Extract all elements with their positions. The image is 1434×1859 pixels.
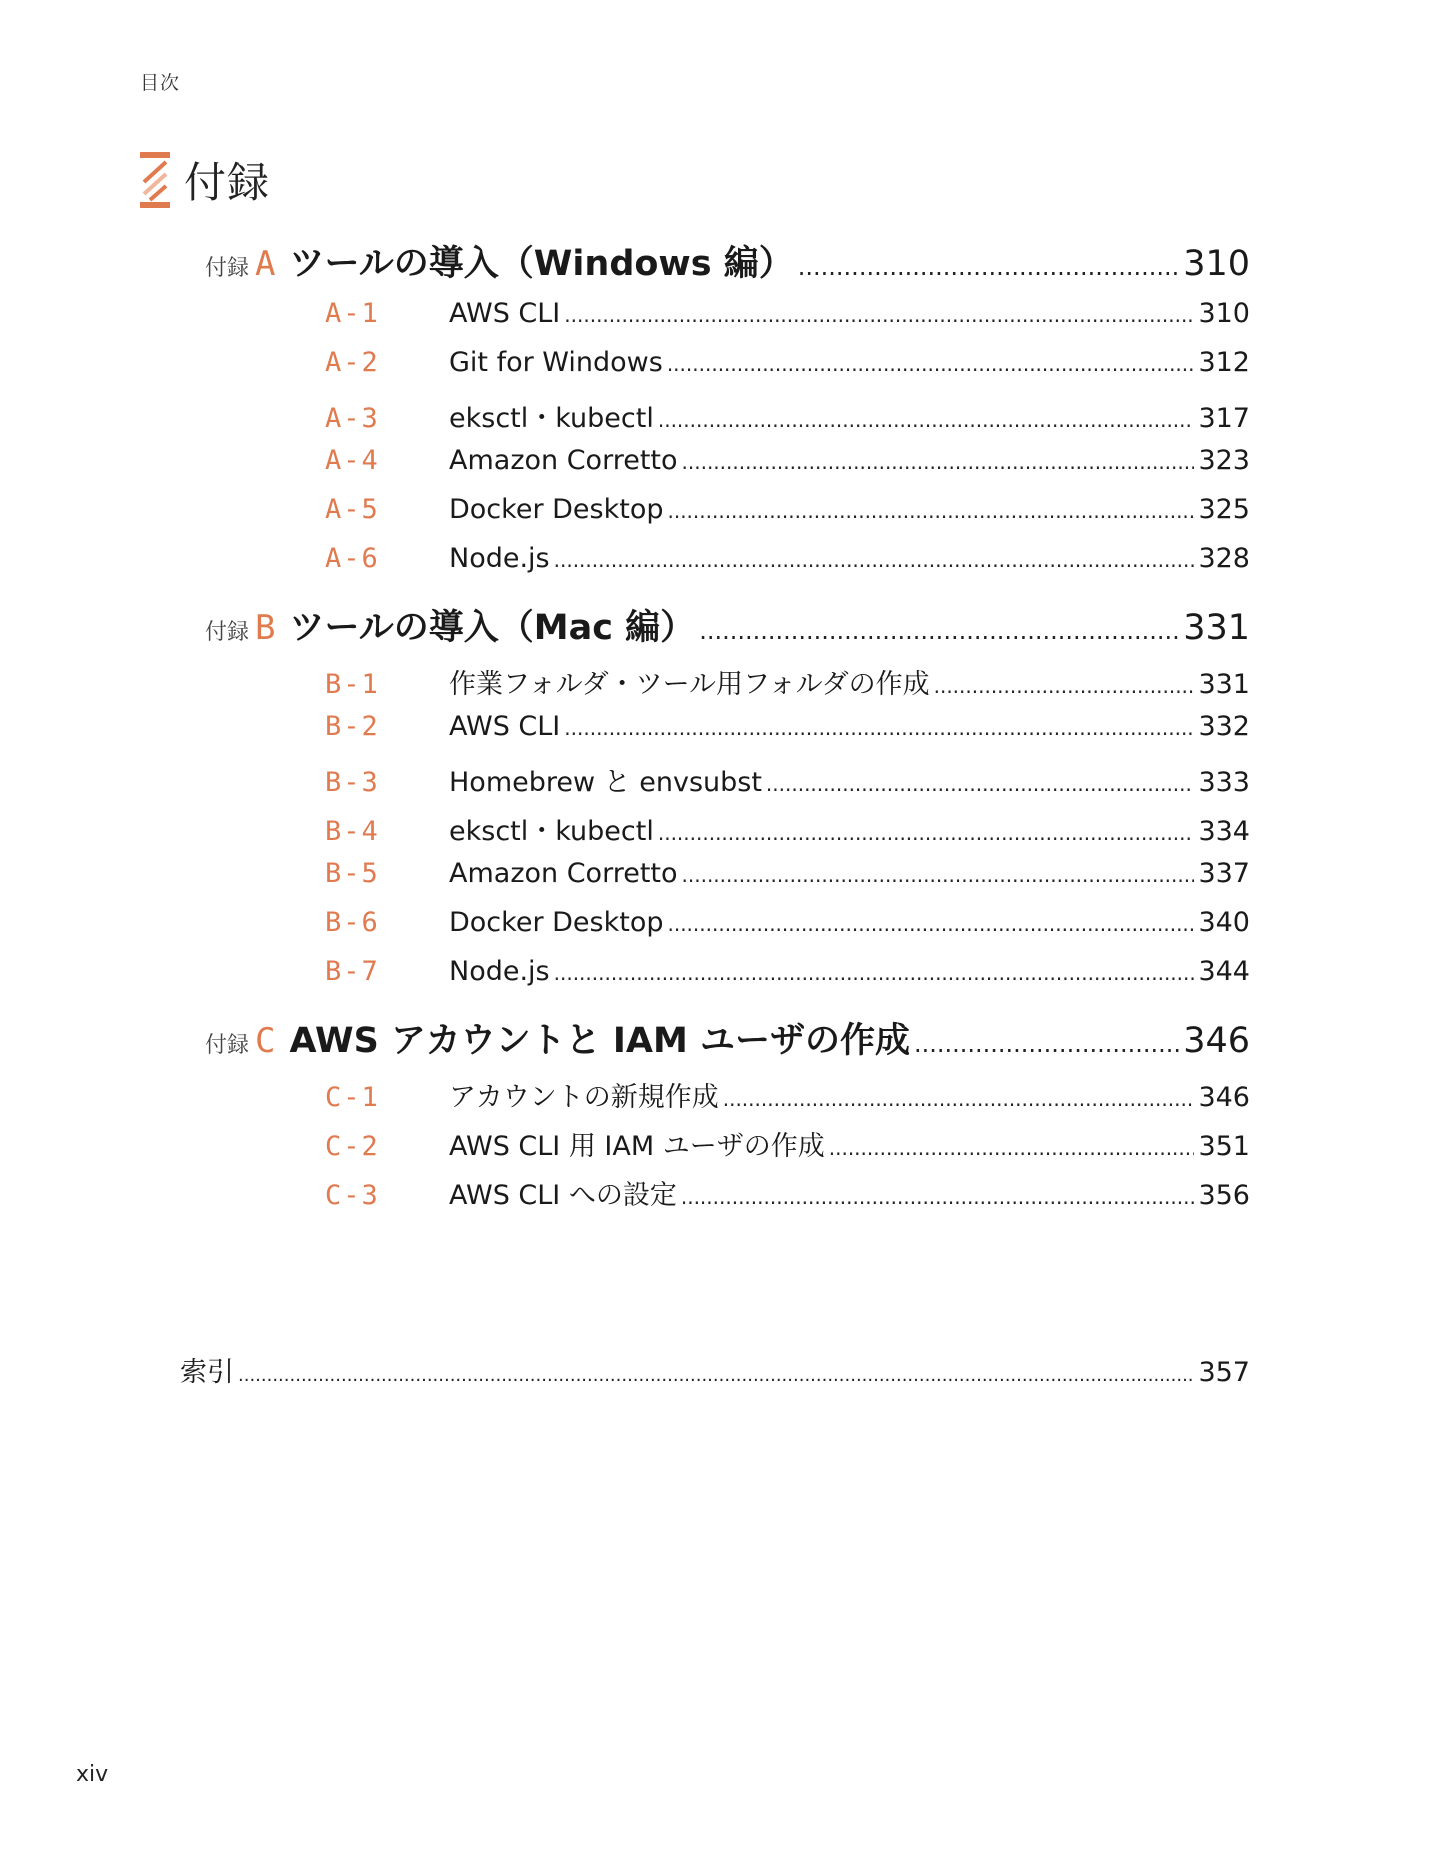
toc-item[interactable] — [325, 543, 1250, 574]
item-number: C-1 — [325, 1082, 380, 1113]
section-mark-icon — [140, 152, 170, 208]
appendix-letter: C — [255, 1021, 276, 1061]
item-title: AWS CLI 用 IAM ユーザの作成 — [449, 1131, 825, 1162]
dot-leader — [564, 303, 1194, 327]
toc-item[interactable] — [325, 907, 1250, 938]
item-title: Node.js — [449, 543, 550, 574]
dot-leader — [564, 716, 1194, 740]
page-ref: 340 — [1198, 907, 1250, 938]
dot-leader — [658, 408, 1195, 432]
item-title: eksctl・kubectl — [449, 403, 654, 434]
dot-leader — [554, 961, 1195, 985]
dot-leader — [914, 1030, 1179, 1058]
toc-index-entry[interactable] — [180, 1350, 1250, 1389]
toc-item[interactable] — [325, 1075, 1250, 1114]
page-ref: 310 — [1183, 244, 1250, 284]
item-number: B-3 — [325, 767, 380, 798]
item-number: B-6 — [325, 907, 380, 938]
dot-leader — [829, 1136, 1195, 1160]
toc-item[interactable] — [325, 858, 1250, 889]
page-ref: 323 — [1198, 445, 1250, 476]
item-title: Git for Windows — [449, 347, 663, 378]
page-ref: 317 — [1198, 403, 1250, 434]
page-ref: 346 — [1198, 1082, 1250, 1113]
toc-item[interactable] — [325, 760, 1250, 799]
item-title: eksctl・kubectl — [449, 816, 654, 847]
item-title: Docker Desktop — [449, 494, 664, 525]
page-ref: 312 — [1198, 347, 1250, 378]
dot-leader — [682, 863, 1195, 887]
dot-leader — [682, 450, 1195, 474]
page-ref: 351 — [1198, 1131, 1250, 1162]
dot-leader — [667, 352, 1195, 376]
dot-leader — [699, 617, 1179, 645]
toc-item[interactable] — [325, 1124, 1250, 1163]
appendix-prefix: 付録 — [205, 620, 250, 645]
toc-item[interactable] — [325, 956, 1250, 987]
item-number: B-1 — [325, 669, 380, 700]
item-number: B-7 — [325, 956, 380, 987]
page-ref: 334 — [1198, 816, 1250, 847]
dot-leader — [681, 1185, 1195, 1209]
item-title: AWS CLI — [449, 298, 561, 329]
dot-leader — [934, 674, 1195, 698]
item-number: A-6 — [325, 543, 380, 574]
item-number: B-4 — [325, 816, 380, 847]
dot-leader — [798, 253, 1179, 281]
toc-appendix-c[interactable] — [205, 1013, 1250, 1063]
toc-item[interactable] — [325, 1173, 1250, 1212]
toc-appendix-b[interactable] — [205, 600, 1250, 650]
item-number: A-1 — [325, 298, 380, 329]
item-number: B-2 — [325, 711, 380, 742]
toc-item[interactable] — [325, 445, 1250, 476]
page-ref: 328 — [1198, 543, 1250, 574]
item-title: AWS CLI — [449, 711, 561, 742]
page-ref: 333 — [1198, 767, 1250, 798]
toc-appendix-a[interactable] — [205, 236, 1250, 286]
toc-item[interactable] — [325, 711, 1250, 742]
page-ref: 356 — [1198, 1180, 1250, 1211]
page-ref: 346 — [1183, 1021, 1250, 1061]
index-title: 索引 — [180, 1357, 234, 1388]
section-heading — [140, 150, 270, 210]
running-header: 目次 — [140, 72, 181, 94]
item-title: Docker Desktop — [449, 907, 664, 938]
item-title: アカウントの新規作成 — [449, 1082, 719, 1113]
item-number: A-4 — [325, 445, 380, 476]
appendix-letter: B — [255, 608, 276, 648]
appendix-title: ツールの導入（Mac 編） — [289, 608, 696, 648]
appendix-title: AWS アカウントと IAM ユーザの作成 — [289, 1021, 910, 1061]
item-number: C-3 — [325, 1180, 380, 1211]
toc-item[interactable] — [325, 396, 1250, 435]
section-title: 付録 — [184, 158, 271, 207]
page-number: xiv — [76, 1762, 109, 1787]
item-title: Amazon Corretto — [449, 858, 678, 889]
dot-leader — [658, 821, 1195, 845]
appendix-prefix: 付録 — [205, 256, 250, 281]
toc-item[interactable] — [325, 494, 1250, 525]
page-ref: 344 — [1198, 956, 1250, 987]
appendix-letter: A — [255, 244, 276, 284]
item-title: AWS CLI への設定 — [449, 1180, 677, 1211]
item-title: 作業フォルダ・ツール用フォルダの作成 — [449, 669, 930, 700]
toc-item[interactable] — [325, 662, 1250, 701]
page-ref: 337 — [1198, 858, 1250, 889]
page-ref: 332 — [1198, 711, 1250, 742]
appendix-prefix: 付録 — [205, 1033, 250, 1058]
dot-leader — [723, 1087, 1195, 1111]
toc-item[interactable] — [325, 347, 1250, 378]
item-number: A-3 — [325, 403, 380, 434]
item-title: Homebrew と envsubst — [449, 767, 762, 798]
dot-leader — [238, 1365, 1194, 1386]
toc-item[interactable] — [325, 298, 1250, 329]
page-ref: 310 — [1198, 298, 1250, 329]
item-title: Amazon Corretto — [449, 445, 678, 476]
item-number: A-2 — [325, 347, 380, 378]
dot-leader — [766, 772, 1195, 796]
item-number: B-5 — [325, 858, 380, 889]
item-number: A-5 — [325, 494, 380, 525]
page-ref: 331 — [1198, 669, 1250, 700]
page-ref: 357 — [1198, 1357, 1250, 1388]
item-number: C-2 — [325, 1131, 380, 1162]
page-ref: 325 — [1198, 494, 1250, 525]
page-ref: 331 — [1183, 608, 1250, 648]
item-title: Node.js — [449, 956, 550, 987]
dot-leader — [554, 548, 1195, 572]
toc-item[interactable] — [325, 809, 1250, 848]
appendix-title: ツールの導入（Windows 編） — [289, 244, 794, 284]
dot-leader — [667, 912, 1194, 936]
dot-leader — [667, 499, 1194, 523]
